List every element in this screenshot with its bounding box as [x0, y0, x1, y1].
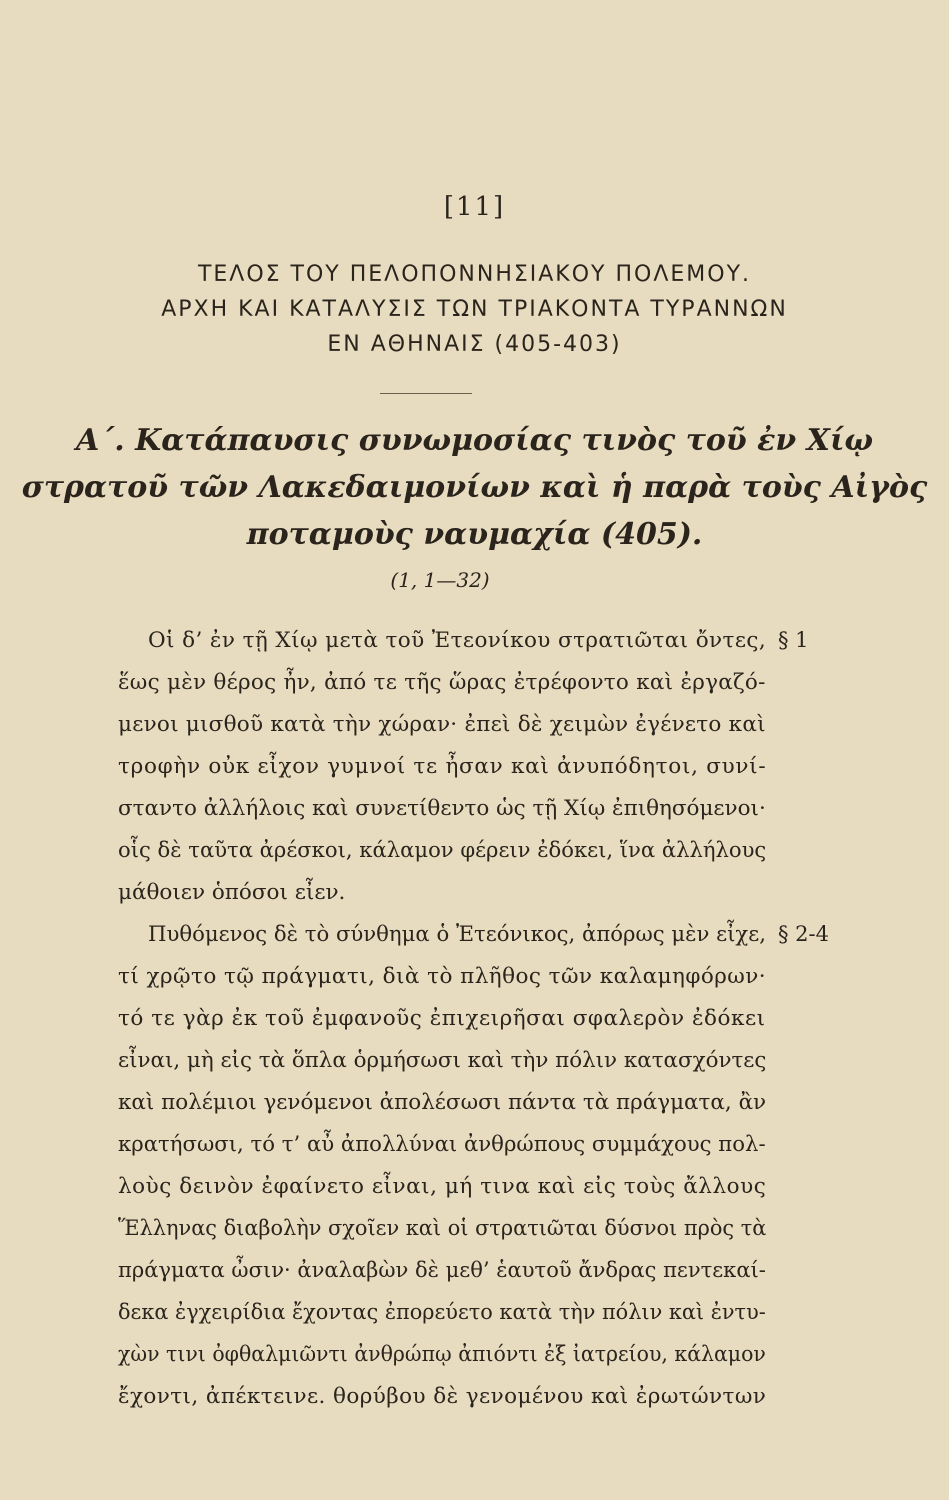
chapter-heading-line-1: ΤΕΛΟΣ ΤΟΥ ΠΕΛΟΠΟΝΝΗΣΙΑΚΟΥ ΠΟΛΕΜΟΥ.: [197, 262, 752, 287]
page-number: [11]: [443, 192, 506, 222]
paragraph-1-line: τροφὴν οὐκ εἶχον γυμνοί τε ἦσαν καὶ ἀνυπόδητοι, συνί-: [118, 754, 767, 779]
paragraph-1-line: ἕως μὲν θέρος ἦν, ἀπό τε τῆς ὥρας ἐτρέφοντο καὶ ἐργαζό-: [118, 670, 766, 695]
chapter-heading-line-2: ΑΡΧΗ ΚΑΙ ΚΑΤΑΛΥΣΙΣ ΤΩΝ ΤΡΙΑΚΟΝΤΑ ΤΥΡΑΝΝΩΝ: [161, 297, 788, 322]
paragraph-2-line: πράγματα ὦσιν· ἀναλαβὼν δὲ μεθ’ ἑαυτοῦ ἄνδρας πεντεκαί-: [118, 1258, 766, 1283]
divider-rule: [380, 393, 472, 394]
section-title-line-1: Α΄. Κατάπαυσις συνωμοσίας τινὸς τοῦ ἐν Χίῳ: [75, 423, 874, 458]
paragraph-1-line: σταντο ἀλλήλοις καὶ συνετίθεντο ὡς τῇ Χίῳ ἐπιθησόμενοι·: [118, 796, 766, 821]
chapter-heading-line-3: ΕΝ ΑΘΗΝΑΙΣ (405-403): [327, 332, 622, 357]
paragraph-2-line: τί χρῷτο τῷ πράγματι, διὰ τὸ πλῆθος τῶν καλαμηφόρων·: [118, 964, 767, 989]
paragraph-2-line: κρατήσωσι, τό τ’ αὖ ἀπολλύναι ἀνθρώπους συμμάχους πολ-: [118, 1132, 766, 1157]
paragraph-2-line: Πυθόμενος δὲ τὸ σύνθημα ὁ Ἐτεόνικος, ἀπόρως μὲν εἶχε,: [148, 922, 766, 947]
paragraph-2-line: λοὺς δεινὸν ἐφαίνετο εἶναι, μή τινα καὶ εἰς τοὺς ἄλλους: [118, 1174, 767, 1199]
paragraph-2-line: χὼν τινι ὀφθαλμιῶντι ἀνθρώπῳ ἀπιόντι ἐξ ἰατρείου, κάλαμον: [118, 1342, 766, 1367]
paragraph-1-line: μάθοιεν ὁπόσοι εἶεν.: [118, 880, 346, 905]
section-title-line-3: ποταμοὺς ναυμαχία (405).: [246, 517, 703, 552]
section-mark: § 2-4: [778, 922, 829, 946]
paragraph-1-line: Οἱ δ’ ἐν τῇ Χίῳ μετὰ τοῦ Ἐτεονίκου στρατιῶται ὄντες,: [148, 628, 767, 653]
paragraph-2-line: καὶ πολέμιοι γενόμενοι ἀπολέσωσι πάντα τὰ πράγματα, ἂν: [118, 1090, 767, 1115]
paragraph-2-line: ἔχοντι, ἀπέκτεινε. θορύβου δὲ γενομένου καὶ ἐρωτώντων: [118, 1384, 767, 1409]
paragraph-1-line: μενοι μισθοῦ κατὰ τὴν χώραν· ἐπεὶ δὲ χειμὼν ἐγένετο καὶ: [118, 712, 766, 737]
paragraph-2-line: εἶναι, μὴ εἰς τὰ ὅπλα ὁρμήσωσι καὶ τὴν πόλιν κατασχόντες: [118, 1048, 767, 1073]
paragraph-2-line: τό τε γὰρ ἐκ τοῦ ἐμφανοῦς ἐπιχειρῆσαι σφαλερὸν ἐδόκει: [118, 1006, 766, 1031]
paragraph-2-line: δεκα ἐγχειρίδια ἔχοντας ἐπορεύετο κατὰ τὴν πόλιν καὶ ἐντυ-: [118, 1300, 766, 1325]
paragraph-1-line: οἷς δὲ ταῦτα ἀρέσκοι, κάλαμον φέρειν ἐδόκει, ἵνα ἀλλήλους: [118, 838, 767, 863]
section-title-line-2: στρατοῦ τῶν Λακεδαιμονίων καὶ ἡ παρὰ τοὺς Αἰγὸς: [21, 470, 928, 505]
source-reference: (1, 1—32): [390, 568, 490, 592]
section-mark: § 1: [778, 628, 809, 652]
paragraph-2-line: Ἕλληνας διαβολὴν σχοῖεν καὶ οἱ στρατιῶται δύσνοι πρὸς τὰ: [118, 1216, 767, 1241]
